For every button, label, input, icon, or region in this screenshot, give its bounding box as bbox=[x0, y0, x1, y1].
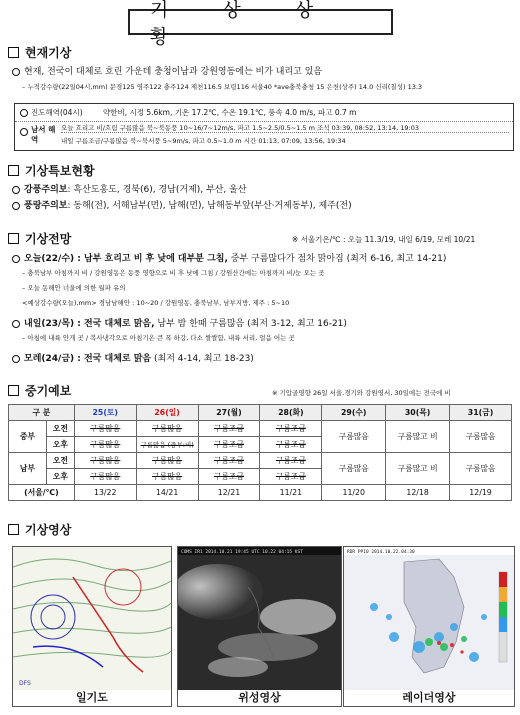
table-cell: 구름많음 (중부:비) bbox=[136, 437, 198, 453]
day-header: 29(수) bbox=[322, 405, 386, 421]
table-cell: 구름조금 bbox=[198, 469, 260, 485]
pm-label: 오후 bbox=[46, 437, 74, 453]
seoul-temperatures: ※ 서울기온/℃ : 오늘 11.3/19, 내일 6/19, 모레 10/21 bbox=[292, 235, 476, 244]
wind-wave-advisory: 풍랑주의보: 동해(전), 서해남부(먼), 남해(먼), 남해동부앞(부산·거제동부), 제주(전) bbox=[12, 198, 352, 211]
table-cell: 11/21 bbox=[260, 485, 322, 501]
table-cell: 14/21 bbox=[136, 485, 198, 501]
table-cell: 구름많음 bbox=[74, 469, 136, 485]
tomorrow-forecast: 내일(23/목) : 전국 대체로 맑음, 남부 밤 한때 구름많음 (최저 3-12, 최고 16-21) bbox=[12, 316, 347, 329]
section-square-icon bbox=[8, 233, 19, 244]
today-forecast: 오늘(22/수) : 남부 흐리고 비 후 낮에 대부분 그침, 중부 구름많다가 점차 맑아짐 (최저 6-16, 최고 14-21) bbox=[12, 251, 446, 264]
warnings-heading: 기상특보현황 bbox=[8, 162, 95, 179]
section-square-icon bbox=[8, 47, 19, 58]
bullet-circle-icon bbox=[20, 109, 28, 117]
table-row bbox=[9, 453, 512, 469]
bullet-circle-icon bbox=[12, 255, 20, 263]
table-cell: 구름많고 비 bbox=[386, 453, 450, 485]
table-cell: 11/20 bbox=[322, 485, 386, 501]
bullet-circle-icon bbox=[12, 202, 20, 210]
region-south: 남부 bbox=[9, 453, 47, 485]
satellite-header: COMS IR1 2014.10.21 19:45 UTC 10.22 04:15 KST bbox=[181, 550, 303, 555]
midterm-note: ※ 기압골영향 26일 서울.경기와 강원영서, 30일에는 전국에 비 bbox=[272, 389, 451, 397]
am-label: 오전 bbox=[46, 453, 74, 469]
radar-image bbox=[343, 546, 515, 692]
today-precipitation: <예상강수량(오늘),mm> 경남남해안 : 10~20 / 강원영동, 충북남부, 남부지방, 제주 : 5~10 bbox=[22, 299, 290, 307]
midterm-heading: 중기예보 bbox=[8, 382, 71, 399]
table-cell: 구름많음 bbox=[74, 437, 136, 453]
table-cell: 구름많음 bbox=[74, 453, 136, 469]
am-label: 오전 bbox=[46, 421, 74, 437]
region-central: 중부 bbox=[9, 421, 47, 453]
current-summary: 현재, 전국이 대체로 흐린 가운데 충청이남과 강원영동에는 비가 내리고 있음 bbox=[12, 64, 322, 77]
table-cell: 구름많음 bbox=[136, 421, 198, 437]
current-weather-heading: 현재기상 bbox=[8, 44, 71, 61]
table-cell: 구름많고 비 bbox=[386, 421, 450, 453]
southwest-sea-label: 남서 해역 bbox=[31, 125, 56, 144]
table-header-row bbox=[9, 405, 512, 421]
section-square-icon bbox=[8, 385, 19, 396]
table-cell: 구름많음 bbox=[136, 469, 198, 485]
table-row bbox=[9, 421, 512, 437]
bullet-circle-icon bbox=[12, 355, 20, 363]
outlook-heading: 기상전망 bbox=[8, 230, 71, 247]
table-cell: 구름많음 bbox=[136, 453, 198, 469]
bullet-circle-icon bbox=[12, 186, 20, 194]
table-cell: 13/22 bbox=[74, 485, 136, 501]
page-title: 기 상 상 황 bbox=[128, 9, 393, 35]
table-cell: 구름조금 bbox=[198, 421, 260, 437]
strong-wind-advisory: 강풍주의보: 흑산도홍도, 경북(6), 경남(거제), 부산, 울산 bbox=[12, 182, 246, 195]
table-cell: 구름조금 bbox=[260, 469, 322, 485]
sea-forecast-today: 오늘 흐리고 비/흐림 구름많음 북~북동풍 10~16/7~12m/s, 파고 1.5~2.5/0.5~1.5 m 조석 03:39, 08:52, 13:14, 19:03 bbox=[61, 123, 509, 133]
satellite-image bbox=[177, 546, 342, 692]
section-square-icon bbox=[8, 524, 19, 535]
table-cell: 12/18 bbox=[386, 485, 450, 501]
jindo-label: 진도해역(04시) bbox=[31, 108, 83, 117]
jindo-observation: 약한비, 시정 5.6km, 기온 17.2℃, 수온 19.1℃, 풍속 4.0 m/s, 파고 0.7 m bbox=[103, 108, 357, 117]
pm-label: 오후 bbox=[46, 469, 74, 485]
tomorrow-detail: – 아침에 내륙 안개 곳 / 복사냉각으로 아침기온 큰 폭 하강, 다소 쌀쌀함, 내륙 서리, 얼음 어는 곳 bbox=[22, 334, 295, 342]
day-header: 26(일) bbox=[136, 405, 198, 421]
table-cell: 구름많음 bbox=[450, 453, 512, 485]
table-cell: 구름많음 bbox=[322, 421, 386, 453]
rainfall-totals: – 누적강수량(22일04시,mm) 문경125 영주122 충주124 제천116.5 보령116 서울40 *ave충북충청 15 은천(상주) 14.0 신리(칠성) 13.3 bbox=[22, 83, 423, 91]
table-row bbox=[9, 485, 512, 501]
table-header-label: 구 분 bbox=[9, 405, 75, 421]
imagery-heading: 기상영상 bbox=[8, 521, 71, 538]
table-cell: 구름많음 bbox=[322, 453, 386, 485]
table-cell: 12/19 bbox=[450, 485, 512, 501]
seoul-temp-label: (서울/℃) bbox=[9, 485, 75, 501]
svg-text:DFS: DFS bbox=[19, 680, 31, 687]
radar-caption: 레이더영상 bbox=[343, 690, 515, 707]
today-detail-2: – 오늘 동해안 너울에 의한 월파 유의 bbox=[22, 284, 126, 292]
table-cell: 구름많음 bbox=[450, 421, 512, 453]
midterm-table bbox=[8, 404, 512, 501]
sea-forecast-tomorrow: 내일 구름조금/구름많음 북~북서풍 5~9m/s, 파고 0.5~1.0 m 시간 01:13, 07:09, 13:56, 19:34 bbox=[61, 137, 346, 145]
day-header: 31(금) bbox=[450, 405, 512, 421]
weather-map-image bbox=[12, 546, 172, 692]
satellite-caption: 위성영상 bbox=[177, 690, 342, 707]
observation-box bbox=[14, 103, 514, 151]
table-cell: 구름조금 bbox=[198, 453, 260, 469]
section-square-icon bbox=[8, 165, 19, 176]
bullet-circle-icon bbox=[12, 320, 20, 328]
bullet-circle-icon bbox=[20, 128, 28, 136]
bullet-circle-icon bbox=[12, 68, 20, 76]
day-header: 30(목) bbox=[386, 405, 450, 421]
table-cell: 구름조금 bbox=[260, 421, 322, 437]
table-cell: 12/21 bbox=[198, 485, 260, 501]
day-header: 27(월) bbox=[198, 405, 260, 421]
radar-header: RDR PPI0 2014.10.22.04:30 bbox=[347, 550, 415, 555]
dayafter-forecast: 모레(24/금) : 전국 대체로 맑음 (최저 4-14, 최고 18-23) bbox=[12, 351, 254, 364]
day-header: 25(토) bbox=[74, 405, 136, 421]
table-cell: 구름조금 bbox=[198, 437, 260, 453]
table-cell: 구름많음 bbox=[74, 421, 136, 437]
today-detail-1: – 충북남부 아침까지 비 / 강원영동은 동풍 영향으로 비 후 낮에 그침 / 강원산간에는 아침까지 비/눈 오는 곳 bbox=[22, 269, 325, 277]
table-cell: 구름조금 bbox=[260, 453, 322, 469]
table-cell: 구름조금 bbox=[260, 437, 322, 453]
weather-map-caption: 일기도 bbox=[12, 690, 172, 707]
day-header: 28(화) bbox=[260, 405, 322, 421]
